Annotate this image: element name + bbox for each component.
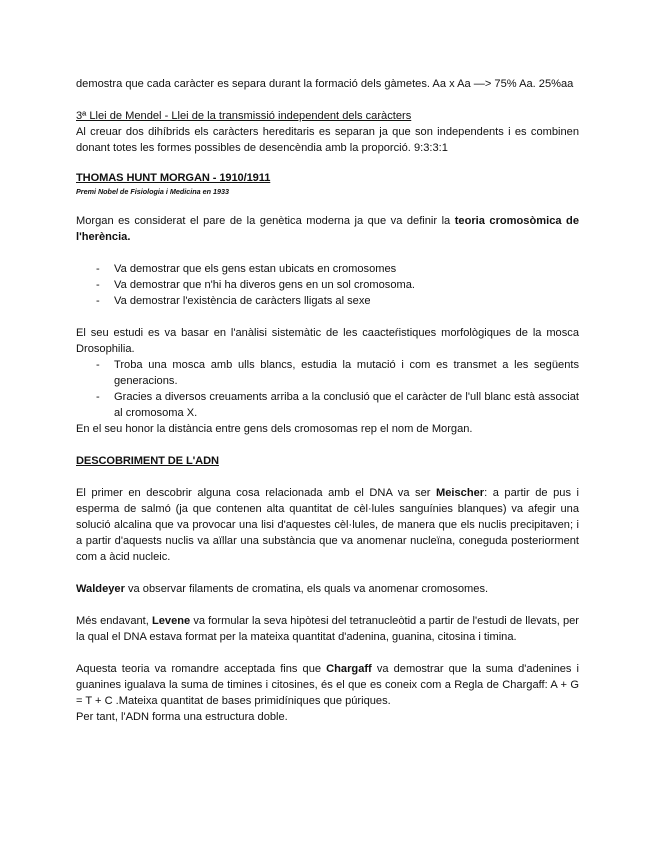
law3-title: 3ª Llei de Mendel - Llei de la transmissió independent dels caràcters	[76, 110, 412, 122]
dna-paragraph-levene: Més endavant, Levene va formular la seva hipòtesi del tetranucleòtid a partir de l'estudi de llevats, per la qual el DNA estava format per la mateixa quantitat d'adenina, guanina, citosina i timina.	[76, 615, 579, 643]
dna-paragraph-chargaff: Aquesta teoria va romandre acceptada fins que Chargaff va demostrar que la suma d'adenines i guanines igualava la suma de timines i citosines, és el que es coneix com a Regla de Chargaff: A + G = T + C .Mateixa quantitat de bases primidíniques que púriques.	[76, 663, 579, 707]
dna-heading: DESCOBRIMENT DE L'ADN	[76, 455, 219, 467]
waldeyer-name: Waldeyer	[76, 583, 125, 595]
dna-paragraph-waldeyer: Waldeyer va observar filaments de cromatina, els quals va anomenar cromosomes.	[76, 583, 489, 595]
morgan-intro	[76, 213, 579, 245]
morgan-intro-bold: teoria cromosòmica de l'herència.	[76, 215, 579, 243]
list-item: - Va demostrar que els gens estan ubicats en cromosomes	[96, 263, 397, 275]
law3-body: Al creuar dos dihíbrids els caràcters hereditaris es separan ja que son independents i es combinen donant totes les formes possibles de desencèndia amb la proporció. 9:3:3:1	[76, 126, 579, 154]
levene-name: Levene	[151, 615, 191, 627]
list-item: - Va demostrar l'existència de caràcters lligats al sexe	[96, 295, 371, 307]
morgan-study: El seu estudi es va basar en l'anàlisi sistemàtic de les caacteŕistiques morfològiques de la mosca Drosophilia.	[76, 327, 579, 355]
list-item: - Va demostrar que n'hi ha diveros gens en un sol cromosoma.	[96, 279, 415, 291]
morgan-honor: En el seu honor la distància entre gens dels cromosomas rep el nom de Morgan.	[76, 423, 473, 435]
list-item: - Troba una mosca amb ulls blancs, estudia la mutació i com es transmet a les següents generacions.	[96, 359, 579, 387]
document-page	[76, 76, 579, 725]
morgan-bullet-list	[76, 261, 579, 309]
chargaff-name: Chargaff	[326, 663, 372, 675]
dna-paragraph-conclusion: Per tant, l'ADN forma una estructura doble.	[76, 711, 288, 723]
intro-paragraph: demostra que cada caràcter es separa durant la formació dels gàmetes. Aa x Aa —> 75% Aa. 25%aa	[76, 78, 574, 90]
morgan-subheading: Premi Nobel de Fisiologia i Medicina en 1933	[76, 187, 229, 196]
morgan-intro-text: Morgan es considerat el pare de la genètica moderna ja que va definir la	[76, 215, 455, 227]
meischer-name: Meischer	[435, 487, 485, 499]
list-item: - Gracies a diversos creuaments arriba a la conclusió que el caràcter de l'ull blanc està associat al cromosoma X.	[96, 391, 579, 419]
morgan-heading: THOMAS HUNT MORGAN - 1910/1911	[76, 172, 271, 184]
morgan-study-list	[76, 357, 579, 421]
dna-paragraph-meischer: El primer en descobrir alguna cosa relacionada amb el DNA va ser Meischer: a partir de pus i esperma de salmó (ja que contenen alta quantitat de cèl·lules sanguínies blanques) va afegir una solució alcalina que va provocar una lisi d'aquestes cèl·lules, de manera que els nuclis precipitaven; i a partir d'aquests nuclis va aïllar una substància que va anomenar nucleïna, coneguda posteriorment com a àcid nucleic.	[76, 487, 579, 563]
